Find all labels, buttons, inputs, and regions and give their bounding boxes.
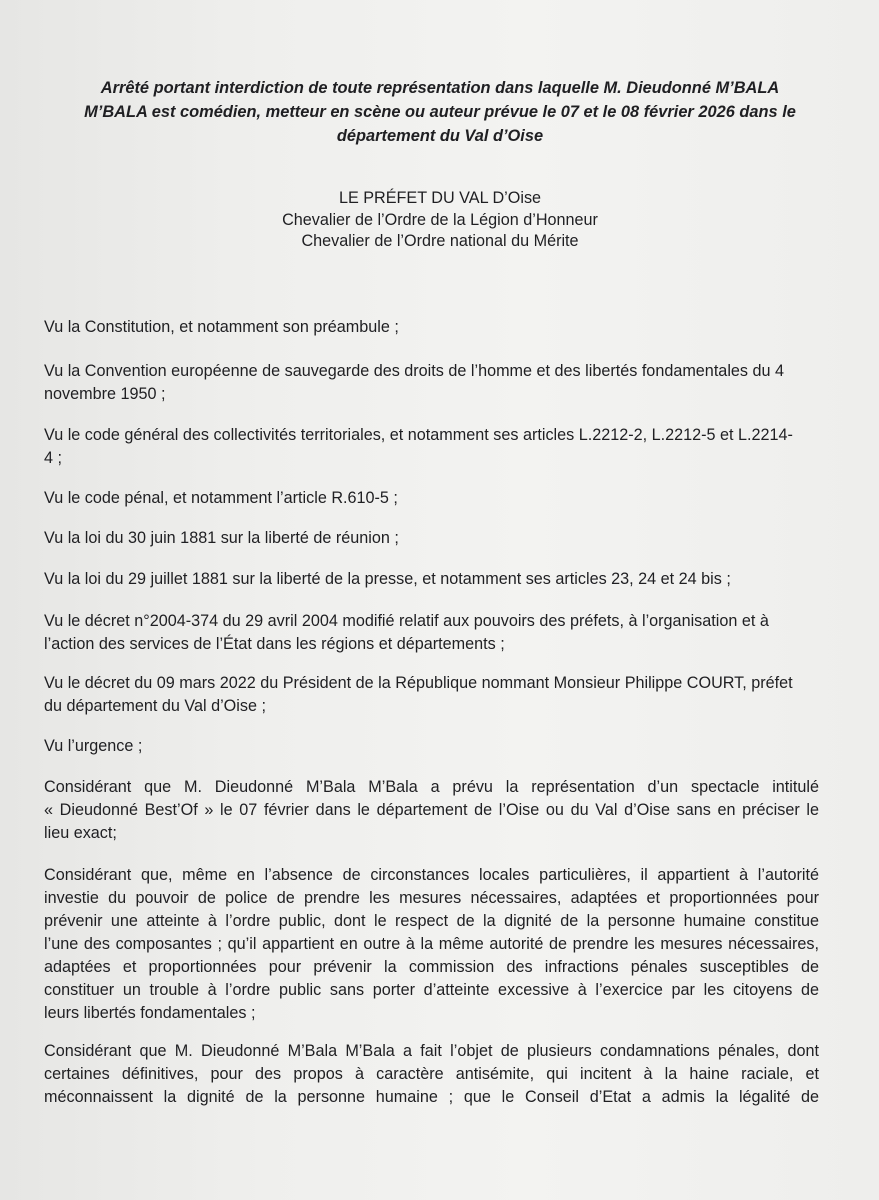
considerant-condamnations bbox=[44, 1040, 819, 1109]
text-line: leurs libertés fondamentales ; bbox=[44, 1004, 256, 1022]
visa-decret-2004 bbox=[44, 610, 819, 656]
text-line: méconnaissent la dignité de la personne humaine ; que le Conseil d’Etat a admis la légalité de bbox=[44, 1088, 819, 1106]
considerant-ordre-public bbox=[44, 864, 819, 1025]
text-line: adaptées et proportionnées pour prévenir la commission des infractions pénales susceptibles de bbox=[44, 958, 819, 976]
text-line: constituer un trouble à l’ordre public sans porter d’atteinte excessive à l’exercice par les citoyens de bbox=[44, 981, 819, 999]
prefect-distinction: Chevalier de l’Ordre de la Légion d’Honneur bbox=[282, 210, 598, 229]
text-line: l’une des composantes ; qu’il appartient en outre à la même autorité de prendre les mesures nécessaires, bbox=[44, 935, 819, 953]
text-line: Vu le décret du 09 mars 2022 du Président de la République nommant Monsieur Philippe COURT, préfet bbox=[44, 674, 793, 692]
title-line: M’BALA est comédien, metteur en scène ou auteur prévue le 07 et le 08 février 2026 dans le bbox=[84, 103, 796, 121]
visa-code-penal bbox=[44, 487, 819, 510]
visa-loi-presse bbox=[44, 568, 819, 591]
text-line: lieu exact; bbox=[44, 824, 117, 842]
text-line: Vu le code général des collectivités territoriales, et notamment ses articles L.2212-2, L.2212-5 et L.2214- bbox=[44, 426, 793, 444]
text-line: Considérant que, même en l’absence de circonstances locales particulières, il appartient à l’autorité bbox=[44, 866, 819, 884]
text-line: Vu la loi du 30 juin 1881 sur la liberté de réunion ; bbox=[44, 529, 399, 547]
text-line: « Dieudonné Best’Of » le 07 février dans le département de l’Oise ou du Val d’Oise sans en préciser le bbox=[44, 801, 819, 819]
text-line: Vu l’urgence ; bbox=[44, 737, 143, 755]
text-line: 4 ; bbox=[44, 449, 62, 467]
text-line: Vu la loi du 29 juillet 1881 sur la liberté de la presse, et notamment ses articles 23, 24 et 24 bis ; bbox=[44, 570, 731, 588]
prefect-block bbox=[40, 188, 840, 253]
visa-constitution bbox=[44, 316, 819, 339]
visa-cgct bbox=[44, 424, 819, 470]
text-line: Vu la Constitution, et notamment son préambule ; bbox=[44, 318, 399, 336]
prefect-name: LE PRÉFET DU VAL D’Oise bbox=[338, 189, 542, 207]
text-line: du département du Val d’Oise ; bbox=[44, 697, 266, 715]
text-line: prévenir une atteinte à l’ordre public, dont le respect de la dignité de la personne humaine constitue bbox=[44, 912, 819, 930]
visa-convention bbox=[44, 360, 819, 406]
prefect-distinction: Chevalier de l’Ordre national du Mérite bbox=[301, 232, 579, 250]
title-line: Arrêté portant interdiction de toute représentation dans laquelle M. Dieudonné M’BALA bbox=[100, 79, 780, 97]
visa-decret-2022 bbox=[44, 672, 819, 718]
considerant-spectacle bbox=[44, 776, 819, 845]
text-line: Vu la Convention européenne de sauvegarde des droits de l’homme et des libertés fondamentales du 4 bbox=[44, 362, 785, 380]
text-line: Vu le décret n°2004-374 du 29 avril 2004 modifié relatif aux pouvoirs des préfets, à l’organisation et à bbox=[44, 612, 769, 630]
visa-urgence bbox=[44, 735, 819, 758]
text-line: Vu le code pénal, et notamment l’article R.610-5 ; bbox=[44, 489, 398, 507]
text-line: novembre 1950 ; bbox=[44, 385, 166, 403]
text-line: l’action des services de l’État dans les régions et départements ; bbox=[44, 635, 505, 653]
title-line: département du Val d’Oise bbox=[336, 127, 544, 145]
text-line: investie du pouvoir de police de prendre les mesures nécessaires, adaptées et proportionnées pour bbox=[44, 889, 819, 907]
visa-loi-reunion bbox=[44, 527, 819, 550]
text-line: certaines définitives, pour des propos à caractère antisémite, qui incitent à la haine raciale, et bbox=[44, 1065, 819, 1083]
decree-title bbox=[40, 76, 840, 148]
text-line: Considérant que M. Dieudonné M’Bala M’Bala a prévu la représentation d’un spectacle intitulé bbox=[44, 778, 819, 796]
text-line: Considérant que M. Dieudonné M’Bala M’Bala a fait l’objet de plusieurs condamnations pénales, dont bbox=[44, 1042, 819, 1060]
